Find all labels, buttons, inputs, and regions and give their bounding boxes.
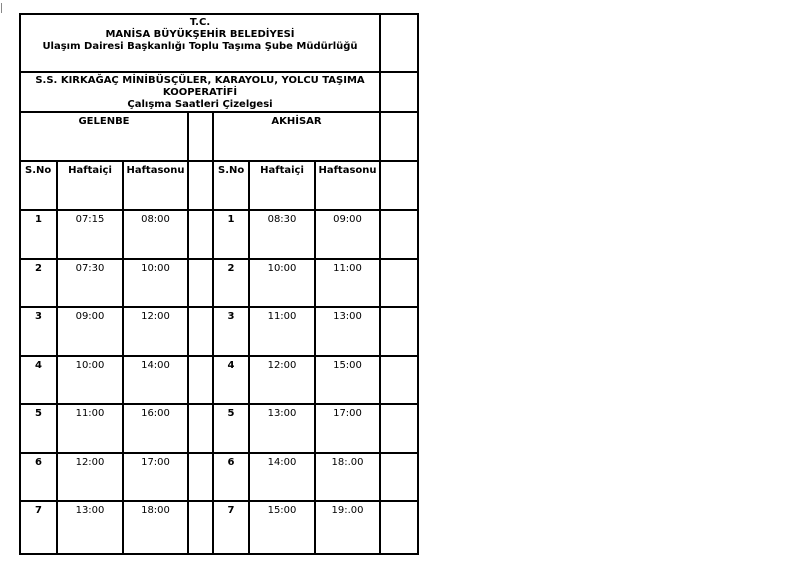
right-weekend-time: 09:00 (315, 210, 380, 259)
empty-cell (188, 356, 213, 404)
right-weekday-time: 13:00 (249, 404, 315, 453)
schedule-row (20, 307, 418, 356)
right-row-number: 5 (213, 404, 249, 453)
route-left-label: GELENBE (20, 112, 188, 161)
left-sno-header: S.No (20, 161, 57, 210)
schedule-row (20, 259, 418, 307)
empty-cell (188, 307, 213, 356)
cooperative-row (20, 72, 418, 112)
right-sno-header: S.No (213, 161, 249, 210)
left-row-number: 6 (20, 453, 57, 501)
org-line-municipality: MANİSA BÜYÜKŞEHİR BELEDİYESİ (105, 29, 295, 40)
right-row-number: 6 (213, 453, 249, 501)
empty-cell (188, 501, 213, 554)
right-weekday-time: 10:00 (249, 259, 315, 307)
right-row-number: 1 (213, 210, 249, 259)
right-weekday-time: 14:00 (249, 453, 315, 501)
empty-cell (380, 161, 418, 210)
left-weekday-time: 10:00 (57, 356, 123, 404)
left-weekday-time: 11:00 (57, 404, 123, 453)
empty-cell (380, 453, 418, 501)
right-weekday-time: 15:00 (249, 501, 315, 554)
left-weekday-time: 07:30 (57, 259, 123, 307)
empty-cell (188, 259, 213, 307)
route-right-label: AKHİSAR (213, 112, 380, 161)
org-header-cell (20, 14, 380, 72)
schedule-row (20, 210, 418, 259)
empty-cell (188, 161, 213, 210)
schedule-title: Çalışma Saatleri Çizelgesi (127, 99, 273, 110)
right-weekday-time: 08:30 (249, 210, 315, 259)
route-row (20, 112, 418, 161)
left-weekend-time: 18:00 (123, 501, 188, 554)
empty-cell (380, 14, 418, 72)
right-row-number: 2 (213, 259, 249, 307)
org-line-department: Ulaşım Dairesi Başkanlığı Toplu Taşıma Şube Müdürlüğü (42, 41, 358, 52)
empty-cell (188, 210, 213, 259)
left-weekend-time: 12:00 (123, 307, 188, 356)
empty-cell (380, 307, 418, 356)
right-weekday-header: Haftaiçi (249, 161, 315, 210)
empty-cell (188, 404, 213, 453)
right-weekend-time: 18:.00 (315, 453, 380, 501)
right-weekend-header: Haftasonu (315, 161, 380, 210)
left-weekend-time: 17:00 (123, 453, 188, 501)
right-weekend-time: 19:.00 (315, 501, 380, 554)
left-weekday-time: 07:15 (57, 210, 123, 259)
schedule-row (20, 404, 418, 453)
empty-cell (380, 404, 418, 453)
left-weekend-time: 08:00 (123, 210, 188, 259)
page-corner-mark (1, 3, 4, 13)
empty-cell (380, 210, 418, 259)
empty-cell (380, 112, 418, 161)
empty-cell (380, 356, 418, 404)
right-weekend-time: 11:00 (315, 259, 380, 307)
schedule-table (19, 13, 419, 555)
column-header-row (20, 161, 418, 210)
right-weekday-time: 12:00 (249, 356, 315, 404)
left-weekend-time: 16:00 (123, 404, 188, 453)
right-weekend-time: 17:00 (315, 404, 380, 453)
schedule-row (20, 453, 418, 501)
cooperative-name-line2: KOOPERATİFİ (162, 87, 238, 98)
cooperative-name-line1: S.S. KIRKAĞAÇ MİNİBÜSÇÜLER, KARAYOLU, YOLCU TAŞIMA (35, 75, 365, 86)
left-row-number: 4 (20, 356, 57, 404)
right-weekday-time: 11:00 (249, 307, 315, 356)
schedule-row (20, 501, 418, 554)
empty-cell (380, 501, 418, 554)
right-row-number: 3 (213, 307, 249, 356)
empty-cell (188, 112, 213, 161)
empty-cell (380, 72, 418, 112)
left-row-number: 3 (20, 307, 57, 356)
left-weekday-time: 09:00 (57, 307, 123, 356)
left-weekend-time: 10:00 (123, 259, 188, 307)
left-weekday-header: Haftaiçi (57, 161, 123, 210)
left-row-number: 1 (20, 210, 57, 259)
left-weekend-time: 14:00 (123, 356, 188, 404)
org-line-tc: T.C. (189, 17, 211, 28)
right-weekend-time: 13:00 (315, 307, 380, 356)
left-weekday-time: 12:00 (57, 453, 123, 501)
cooperative-cell (20, 72, 380, 112)
empty-cell (380, 259, 418, 307)
left-weekend-header: Haftasonu (123, 161, 188, 210)
org-header-row (20, 14, 418, 72)
left-row-number: 2 (20, 259, 57, 307)
left-weekday-time: 13:00 (57, 501, 123, 554)
right-row-number: 7 (213, 501, 249, 554)
left-row-number: 7 (20, 501, 57, 554)
schedule-row (20, 356, 418, 404)
left-row-number: 5 (20, 404, 57, 453)
right-row-number: 4 (213, 356, 249, 404)
right-weekend-time: 15:00 (315, 356, 380, 404)
empty-cell (188, 453, 213, 501)
